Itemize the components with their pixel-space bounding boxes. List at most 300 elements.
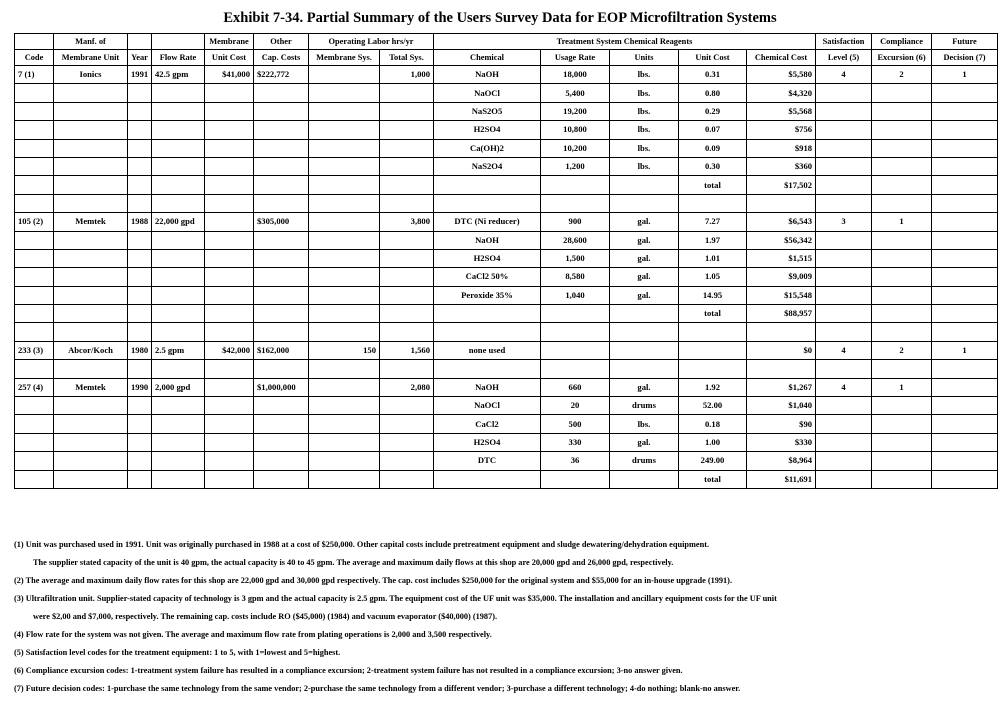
chemical-cell: NaOH — [434, 231, 541, 249]
manufacturer-cell — [54, 415, 128, 433]
year-cell: 1988 — [128, 213, 152, 231]
manufacturer-cell — [54, 121, 128, 139]
future-decision-cell — [932, 231, 998, 249]
year-cell — [128, 323, 152, 341]
satisfaction-level-cell — [816, 139, 872, 157]
header-cell: Unit Cost — [679, 50, 747, 66]
usage-rate-cell — [541, 470, 610, 488]
flow-rate-cell: 22,000 gpd — [152, 213, 205, 231]
chemical-cell: NaOH — [434, 66, 541, 84]
footnote: (1) Unit was purchased used in 1991. Unit was originally purchased in 1988 at a cost of $250,000. Other capital costs include pretreatment equipment and sludge dewatering/dehydration equipment. — [14, 540, 710, 549]
future-decision-cell — [932, 286, 998, 304]
code-cell — [15, 139, 54, 157]
header-cell: Year — [128, 50, 152, 66]
total-sys-labor-cell — [380, 305, 434, 323]
units-cell: lbs. — [610, 121, 679, 139]
flow-rate-cell — [152, 415, 205, 433]
cap-costs-cell — [254, 139, 309, 157]
manufacturer-cell — [54, 194, 128, 212]
chem-unit-cost-cell — [679, 194, 747, 212]
code-cell — [15, 157, 54, 175]
compliance-excursion-cell — [872, 139, 932, 157]
satisfaction-level-cell — [816, 286, 872, 304]
total-sys-labor-cell — [380, 84, 434, 102]
membrane-sys-labor-cell — [309, 121, 380, 139]
unit-cost-cell — [205, 323, 254, 341]
year-cell — [128, 397, 152, 415]
footnote: (5) Satisfaction level codes for the treatment equipment: 1 to 5, with 1=lowest and 5=highest. — [14, 648, 341, 657]
year-cell: 1991 — [128, 66, 152, 84]
unit-cost-cell — [205, 176, 254, 194]
flow-rate-cell — [152, 84, 205, 102]
units-cell: gal. — [610, 286, 679, 304]
year-cell — [128, 268, 152, 286]
code-cell — [15, 452, 54, 470]
chemical-cell: NaOCl — [434, 397, 541, 415]
manufacturer-cell: Memtek — [54, 213, 128, 231]
table-row — [15, 360, 998, 378]
total-sys-labor-cell — [380, 452, 434, 470]
year-cell — [128, 121, 152, 139]
units-cell: gal. — [610, 268, 679, 286]
unit-cost-cell — [205, 231, 254, 249]
cap-costs-cell — [254, 360, 309, 378]
cap-costs-cell — [254, 121, 309, 139]
chemical-cost-cell: $8,964 — [747, 452, 816, 470]
manufacturer-cell — [54, 470, 128, 488]
membrane-sys-labor-cell — [309, 305, 380, 323]
satisfaction-level-cell — [816, 231, 872, 249]
total-sys-labor-cell — [380, 176, 434, 194]
header-cell: Future — [932, 34, 998, 50]
chemical-cost-cell: $1,040 — [747, 397, 816, 415]
usage-rate-cell — [541, 360, 610, 378]
compliance-excursion-cell: 1 — [872, 378, 932, 396]
header-cell: Usage Rate — [541, 50, 610, 66]
units-cell: lbs. — [610, 66, 679, 84]
table-row — [15, 341, 998, 359]
units-cell: gal. — [610, 213, 679, 231]
code-cell: 257 (4) — [15, 378, 54, 396]
satisfaction-level-cell — [816, 452, 872, 470]
chemical-cost-cell: $0 — [747, 341, 816, 359]
table-row — [15, 397, 998, 415]
compliance-excursion-cell — [872, 433, 932, 451]
chemical-cost-cell: $5,568 — [747, 102, 816, 120]
total-sys-labor-cell: 1,000 — [380, 66, 434, 84]
total-sys-labor-cell — [380, 249, 434, 267]
cap-costs-cell — [254, 176, 309, 194]
usage-rate-cell: 1,040 — [541, 286, 610, 304]
usage-rate-cell: 18,000 — [541, 66, 610, 84]
chemical-cell: Ca(OH)2 — [434, 139, 541, 157]
satisfaction-level-cell — [816, 305, 872, 323]
footnotes — [14, 536, 989, 698]
header-cell: Membrane Sys. — [309, 50, 380, 66]
code-cell — [15, 231, 54, 249]
cap-costs-cell: $162,000 — [254, 341, 309, 359]
satisfaction-level-cell — [816, 121, 872, 139]
unit-cost-cell — [205, 452, 254, 470]
chem-unit-cost-cell: 1.92 — [679, 378, 747, 396]
membrane-sys-labor-cell — [309, 286, 380, 304]
total-sys-labor-cell — [380, 102, 434, 120]
chemical-cost-cell: $17,502 — [747, 176, 816, 194]
chemical-cost-cell: $6,543 — [747, 213, 816, 231]
header-cell: Flow Rate — [152, 50, 205, 66]
cap-costs-cell — [254, 249, 309, 267]
compliance-excursion-cell: 2 — [872, 341, 932, 359]
usage-rate-cell: 5,400 — [541, 84, 610, 102]
chemical-cost-cell: $9,009 — [747, 268, 816, 286]
membrane-sys-labor-cell — [309, 139, 380, 157]
chemical-cost-cell: $56,342 — [747, 231, 816, 249]
compliance-excursion-cell — [872, 305, 932, 323]
compliance-excursion-cell — [872, 415, 932, 433]
manufacturer-cell — [54, 323, 128, 341]
code-cell: 7 (1) — [15, 66, 54, 84]
chemical-cell: CaCl2 — [434, 415, 541, 433]
future-decision-cell — [932, 397, 998, 415]
header-cell: Membrane — [205, 34, 254, 50]
year-cell — [128, 194, 152, 212]
header-cell — [15, 34, 54, 50]
flow-rate-cell — [152, 102, 205, 120]
units-cell — [610, 323, 679, 341]
flow-rate-cell: 2,000 gpd — [152, 378, 205, 396]
year-cell — [128, 249, 152, 267]
units-cell — [610, 341, 679, 359]
chem-unit-cost-cell: 249.00 — [679, 452, 747, 470]
total-sys-labor-cell — [380, 470, 434, 488]
future-decision-cell: 1 — [932, 341, 998, 359]
future-decision-cell — [932, 213, 998, 231]
chem-unit-cost-cell — [679, 360, 747, 378]
chemical-cell: NaOH — [434, 378, 541, 396]
future-decision-cell — [932, 378, 998, 396]
flow-rate-cell — [152, 268, 205, 286]
usage-rate-cell: 19,200 — [541, 102, 610, 120]
total-sys-labor-cell — [380, 157, 434, 175]
usage-rate-cell: 500 — [541, 415, 610, 433]
chemical-cell: H2SO4 — [434, 249, 541, 267]
unit-cost-cell — [205, 378, 254, 396]
future-decision-cell: 1 — [932, 66, 998, 84]
code-cell — [15, 249, 54, 267]
usage-rate-cell: 1,500 — [541, 249, 610, 267]
satisfaction-level-cell: 4 — [816, 378, 872, 396]
satisfaction-level-cell — [816, 176, 872, 194]
code-cell — [15, 360, 54, 378]
footnote: (4) Flow rate for the system was not given. The average and maximum flow rate from plating operations is 2,000 and 3,500 respectively. — [14, 630, 492, 639]
usage-rate-cell — [541, 305, 610, 323]
table-row — [15, 231, 998, 249]
chem-unit-cost-cell: 52.00 — [679, 397, 747, 415]
usage-rate-cell: 1,200 — [541, 157, 610, 175]
units-cell: lbs. — [610, 415, 679, 433]
satisfaction-level-cell — [816, 157, 872, 175]
cap-costs-cell — [254, 157, 309, 175]
header-cell — [128, 34, 152, 50]
unit-cost-cell — [205, 157, 254, 175]
manufacturer-cell: Memtek — [54, 378, 128, 396]
header-cell — [152, 34, 205, 50]
year-cell: 1980 — [128, 341, 152, 359]
chemical-cost-cell: $4,320 — [747, 84, 816, 102]
table-row — [15, 452, 998, 470]
membrane-sys-labor-cell — [309, 213, 380, 231]
chemical-cost-cell: $360 — [747, 157, 816, 175]
future-decision-cell — [932, 433, 998, 451]
flow-rate-cell — [152, 286, 205, 304]
cap-costs-cell — [254, 194, 309, 212]
table-row — [15, 323, 998, 341]
membrane-sys-labor-cell — [309, 323, 380, 341]
header-cell: Code — [15, 50, 54, 66]
total-sys-labor-cell — [380, 323, 434, 341]
future-decision-cell — [932, 102, 998, 120]
units-cell: lbs. — [610, 139, 679, 157]
chemical-cost-cell: $1,515 — [747, 249, 816, 267]
flow-rate-cell — [152, 139, 205, 157]
code-cell — [15, 415, 54, 433]
unit-cost-cell — [205, 84, 254, 102]
future-decision-cell — [932, 176, 998, 194]
chem-unit-cost-cell: 1.05 — [679, 268, 747, 286]
membrane-sys-labor-cell — [309, 452, 380, 470]
header-cell: Manf. of — [54, 34, 128, 50]
header-cell: Operating Labor hrs/yr — [309, 34, 434, 50]
table-row — [15, 84, 998, 102]
unit-cost-cell — [205, 102, 254, 120]
usage-rate-cell: 660 — [541, 378, 610, 396]
flow-rate-cell — [152, 305, 205, 323]
footnote: (3) Ultrafiltration unit. Supplier-stated capacity of technology is 3 gpm and the actual capacity is 2.5 gpm. The equipment cost of the UF unit was $35,000. The installation and ancillary equipment costs for the UF unit — [14, 594, 777, 603]
flow-rate-cell — [152, 323, 205, 341]
unit-cost-cell — [205, 305, 254, 323]
code-cell — [15, 194, 54, 212]
chem-unit-cost-cell — [679, 341, 747, 359]
membrane-sys-labor-cell — [309, 360, 380, 378]
manufacturer-cell — [54, 360, 128, 378]
chem-unit-cost-cell: 0.07 — [679, 121, 747, 139]
units-cell — [610, 360, 679, 378]
future-decision-cell — [932, 360, 998, 378]
units-cell — [610, 194, 679, 212]
membrane-sys-labor-cell — [309, 231, 380, 249]
units-cell: lbs. — [610, 157, 679, 175]
manufacturer-cell — [54, 249, 128, 267]
cap-costs-cell — [254, 84, 309, 102]
units-cell — [610, 470, 679, 488]
usage-rate-cell — [541, 341, 610, 359]
chem-unit-cost-cell: 14.95 — [679, 286, 747, 304]
chemical-cell: NaS2O5 — [434, 102, 541, 120]
code-cell — [15, 268, 54, 286]
table-row — [15, 194, 998, 212]
table-row — [15, 121, 998, 139]
usage-rate-cell — [541, 194, 610, 212]
future-decision-cell — [932, 121, 998, 139]
satisfaction-level-cell — [816, 360, 872, 378]
flow-rate-cell — [152, 176, 205, 194]
header-cell: Unit Cost — [205, 50, 254, 66]
table-row — [15, 433, 998, 451]
cap-costs-cell — [254, 268, 309, 286]
chemical-cost-cell — [747, 360, 816, 378]
usage-rate-cell: 10,200 — [541, 139, 610, 157]
footnote: The supplier stated capacity of the unit is 40 gpm, the actual capacity is 40 to 45 gpm. The average and maximum daily flows at this shop are 20,000 gpd and 26,000 gpd, respectively. — [33, 558, 674, 567]
chem-unit-cost-cell: 7.27 — [679, 213, 747, 231]
usage-rate-cell: 8,580 — [541, 268, 610, 286]
membrane-sys-labor-cell — [309, 102, 380, 120]
chemical-cell: CaCl2 50% — [434, 268, 541, 286]
year-cell — [128, 415, 152, 433]
cap-costs-cell — [254, 323, 309, 341]
satisfaction-level-cell — [816, 397, 872, 415]
flow-rate-cell — [152, 157, 205, 175]
compliance-excursion-cell — [872, 323, 932, 341]
units-cell — [610, 305, 679, 323]
unit-cost-cell — [205, 286, 254, 304]
header-cell: Cap. Costs — [254, 50, 309, 66]
header-cell: Units — [610, 50, 679, 66]
manufacturer-cell: Ionics — [54, 66, 128, 84]
table-row — [15, 415, 998, 433]
units-cell: gal. — [610, 378, 679, 396]
chemical-cost-cell: $918 — [747, 139, 816, 157]
header-cell: Total Sys. — [380, 50, 434, 66]
chemical-cell — [434, 305, 541, 323]
usage-rate-cell: 900 — [541, 213, 610, 231]
year-cell — [128, 231, 152, 249]
chemical-cost-cell: $330 — [747, 433, 816, 451]
code-cell — [15, 286, 54, 304]
chem-unit-cost-cell: 0.18 — [679, 415, 747, 433]
unit-cost-cell: $42,000 — [205, 341, 254, 359]
cap-costs-cell: $1,000,000 — [254, 378, 309, 396]
chemical-cell: H2SO4 — [434, 433, 541, 451]
total-sys-labor-cell: 3,800 — [380, 213, 434, 231]
usage-rate-cell: 28,600 — [541, 231, 610, 249]
satisfaction-level-cell — [816, 102, 872, 120]
header-cell: Compliance — [872, 34, 932, 50]
satisfaction-level-cell — [816, 415, 872, 433]
chemical-cost-cell: $1,267 — [747, 378, 816, 396]
survey-table — [14, 33, 998, 489]
header-row-bottom — [15, 50, 998, 66]
header-cell: Membrane Unit — [54, 50, 128, 66]
flow-rate-cell — [152, 470, 205, 488]
compliance-excursion-cell — [872, 286, 932, 304]
membrane-sys-labor-cell — [309, 433, 380, 451]
code-cell — [15, 102, 54, 120]
compliance-excursion-cell — [872, 452, 932, 470]
manufacturer-cell — [54, 157, 128, 175]
chem-unit-cost-cell: 0.29 — [679, 102, 747, 120]
manufacturer-cell: Abcor/Koch — [54, 341, 128, 359]
chem-unit-cost-cell: 0.31 — [679, 66, 747, 84]
chem-unit-cost-cell: 1.01 — [679, 249, 747, 267]
unit-cost-cell — [205, 121, 254, 139]
year-cell — [128, 470, 152, 488]
chemical-cell: DTC (Ni reducer) — [434, 213, 541, 231]
unit-cost-cell — [205, 433, 254, 451]
usage-rate-cell — [541, 323, 610, 341]
manufacturer-cell — [54, 397, 128, 415]
future-decision-cell — [932, 470, 998, 488]
membrane-sys-labor-cell — [309, 176, 380, 194]
code-cell — [15, 305, 54, 323]
total-sys-labor-cell — [380, 397, 434, 415]
chemical-cell: Peroxide 35% — [434, 286, 541, 304]
membrane-sys-labor-cell — [309, 470, 380, 488]
chemical-cell: DTC — [434, 452, 541, 470]
future-decision-cell — [932, 452, 998, 470]
header-cell: Other — [254, 34, 309, 50]
cap-costs-cell — [254, 231, 309, 249]
cap-costs-cell — [254, 433, 309, 451]
table-row — [15, 157, 998, 175]
table-row — [15, 286, 998, 304]
compliance-excursion-cell — [872, 84, 932, 102]
chemical-cost-cell: $5,580 — [747, 66, 816, 84]
header-cell: Treatment System Chemical Reagents — [434, 34, 816, 50]
future-decision-cell — [932, 249, 998, 267]
year-cell — [128, 452, 152, 470]
flow-rate-cell — [152, 397, 205, 415]
chemical-cell — [434, 323, 541, 341]
table-row — [15, 470, 998, 488]
manufacturer-cell — [54, 102, 128, 120]
year-cell — [128, 84, 152, 102]
unit-cost-cell — [205, 415, 254, 433]
satisfaction-level-cell — [816, 433, 872, 451]
code-cell — [15, 323, 54, 341]
units-cell: lbs. — [610, 84, 679, 102]
satisfaction-level-cell: 3 — [816, 213, 872, 231]
chemical-cost-cell: $15,548 — [747, 286, 816, 304]
future-decision-cell — [932, 139, 998, 157]
cap-costs-cell: $222,772 — [254, 66, 309, 84]
manufacturer-cell — [54, 452, 128, 470]
units-cell: gal. — [610, 231, 679, 249]
manufacturer-cell — [54, 231, 128, 249]
satisfaction-level-cell — [816, 249, 872, 267]
code-cell: 233 (3) — [15, 341, 54, 359]
table-row — [15, 102, 998, 120]
table-row — [15, 378, 998, 396]
table-row — [15, 139, 998, 157]
unit-cost-cell — [205, 194, 254, 212]
table-row — [15, 66, 998, 84]
flow-rate-cell: 2.5 gpm — [152, 341, 205, 359]
satisfaction-level-cell — [816, 323, 872, 341]
chemical-cost-cell — [747, 194, 816, 212]
chemical-cost-cell: $11,691 — [747, 470, 816, 488]
chem-unit-cost-cell: total — [679, 176, 747, 194]
cap-costs-cell — [254, 305, 309, 323]
chem-unit-cost-cell: total — [679, 305, 747, 323]
membrane-sys-labor-cell — [309, 415, 380, 433]
compliance-excursion-cell — [872, 249, 932, 267]
manufacturer-cell — [54, 286, 128, 304]
chem-unit-cost-cell: 0.80 — [679, 84, 747, 102]
total-sys-labor-cell — [380, 139, 434, 157]
total-sys-labor-cell: 2,080 — [380, 378, 434, 396]
code-cell — [15, 121, 54, 139]
membrane-sys-labor-cell — [309, 66, 380, 84]
